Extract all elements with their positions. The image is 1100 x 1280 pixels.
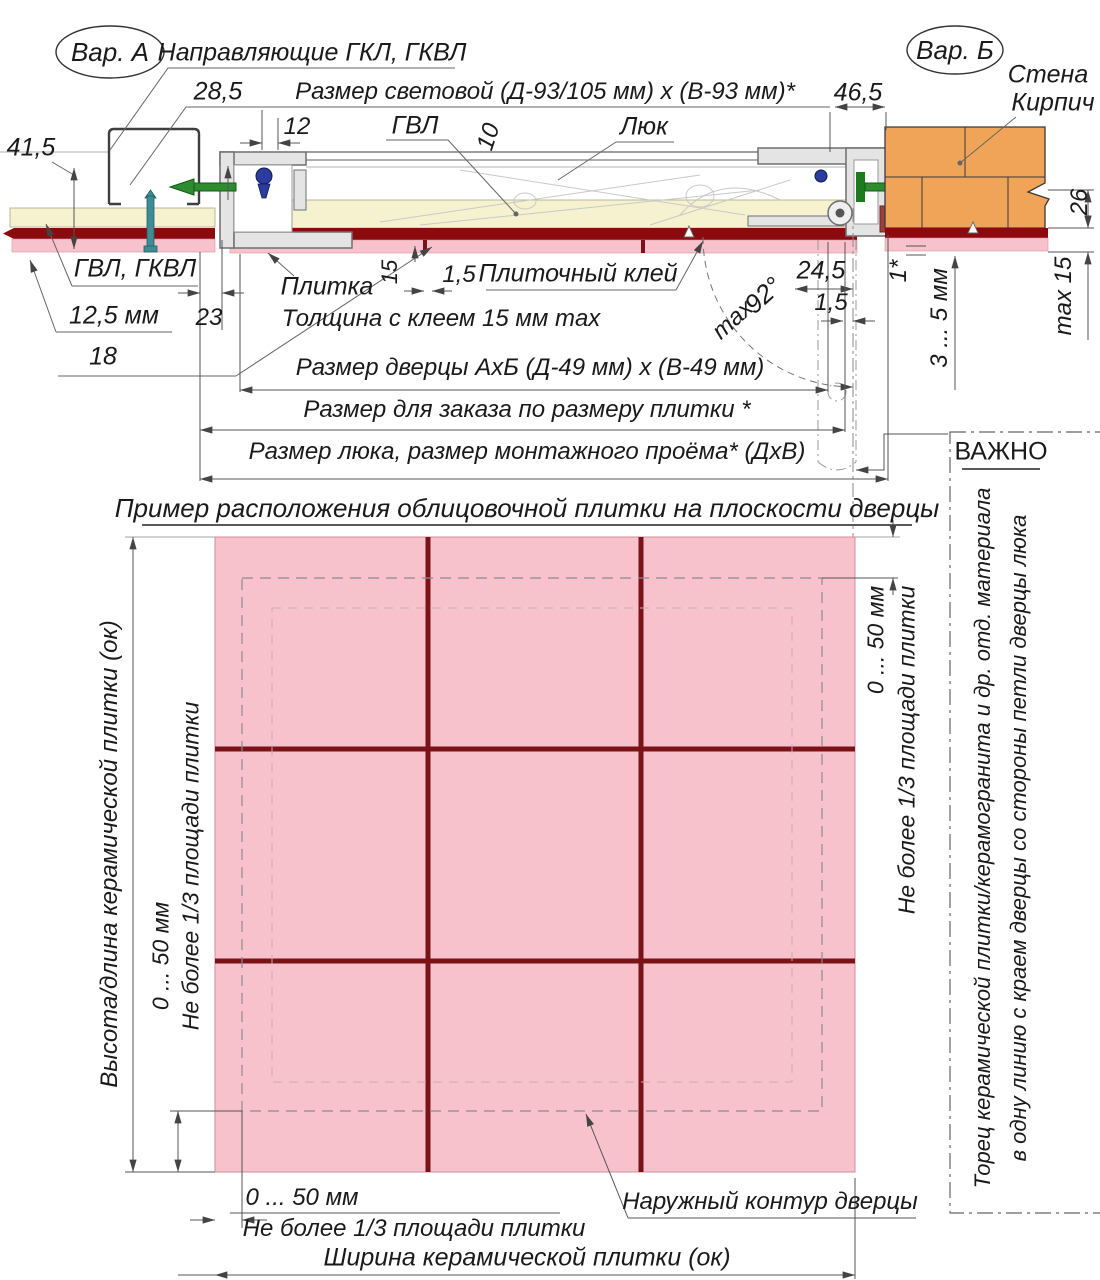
important-line2: в одну линию с краем дверцы со стороны петли дверцы люка	[1006, 514, 1031, 1162]
dim-12-5-mm: 12,5 мм	[69, 301, 159, 330]
dim-12: 12	[283, 113, 311, 140]
left-third-label: Не более 1/3 площади плитки	[177, 701, 204, 1031]
wall-label-line1: Стена	[1007, 60, 1089, 89]
gvl-label: ГВЛ	[391, 111, 439, 140]
door-size-label: Размер дверцы АхБ (Д-49 мм) х (В-49 мм)	[295, 354, 765, 381]
hinge-icon	[828, 201, 852, 225]
brick-wall	[885, 127, 1049, 228]
right-0-50-label: 0 ... 50 мм	[862, 585, 889, 695]
gvl-gkvl-label: ГВЛ, ГКВЛ	[73, 254, 197, 283]
dim-24-5: 24,5	[796, 256, 846, 285]
dim-10: 10	[471, 119, 506, 154]
dim-41-5: 41,5	[6, 133, 56, 162]
important-box-leader	[856, 434, 948, 470]
left-height-label: Высота/длина керамической плитки (ок)	[96, 620, 123, 1088]
tile-band-left	[12, 239, 215, 252]
important-title: ВАЖНО	[954, 437, 1048, 466]
angle-92: 92°	[738, 270, 788, 320]
bottom-0-50-label: 0 ... 50 мм	[245, 1184, 359, 1211]
variant-a-label: Вар. А	[70, 37, 150, 67]
hatch-size-label: Размер люка, размер монтажного проёма* (ДхВ)	[248, 438, 806, 465]
bottom-third-label: Не более 1/3 площади плитки	[242, 1215, 586, 1242]
bottom-width-label: Ширина керамической плитки (ок)	[323, 1243, 731, 1272]
hinge-pin-icon	[815, 170, 827, 182]
tile-band-right	[885, 238, 1048, 251]
glue-thickness-label: Толщина с клеем 15 мм max	[281, 305, 601, 332]
tile-grid	[125, 537, 900, 1172]
tile-joint-mark	[641, 240, 645, 253]
order-size-label: Размер для заказа по размеру плитки *	[303, 396, 751, 423]
important-line1: Торец керамической плитки/керамогранита и др. отд. материала	[970, 487, 995, 1189]
adhesive-band-right	[885, 228, 1048, 238]
dim-1-star: 1*	[885, 259, 912, 283]
variant-b-label: Вар. Б	[916, 35, 994, 65]
dim-15: 15	[377, 259, 402, 285]
dim-46-5: 46,5	[833, 78, 883, 107]
guides-label: Направляющие ГКЛ, ГКВЛ	[157, 38, 467, 67]
dim-26: 26	[1066, 188, 1093, 216]
dim-1-5-b: 1,5	[814, 289, 848, 316]
tile-label: Плитка	[280, 272, 374, 301]
glue-label: Плиточный клей	[478, 259, 678, 288]
dim-1-5-a: 1,5	[442, 261, 476, 288]
right-frame-profile	[748, 148, 886, 236]
light-size-label: Размер световой (Д-93/105 мм) х (В-93 мм)*	[295, 78, 795, 105]
dim-3-5-mm: 3 ... 5 мм	[926, 268, 953, 368]
wall-label-line2: Кирпич	[1011, 88, 1095, 117]
angle-max: max	[706, 294, 759, 345]
outer-contour-label: Наружный контур дверцы	[622, 1188, 918, 1215]
right-third-label: Не более 1/3 площади плитки	[893, 585, 920, 915]
ceiling-guide-profile	[109, 129, 199, 204]
dim-23: 23	[195, 304, 223, 331]
tile-layout-title: Пример расположения облицовочной плитки на плоскости дверцы	[114, 493, 940, 523]
adhesive-band-left	[3, 228, 215, 239]
dim-18: 18	[89, 342, 117, 371]
dim-28-5: 28,5	[193, 77, 243, 106]
gvl-ceiling-panel	[10, 208, 215, 227]
hatch-label: Люк	[620, 112, 668, 141]
left-0-50-label: 0 ... 50 мм	[147, 901, 174, 1011]
dim-max-15: max 15	[1050, 256, 1077, 336]
